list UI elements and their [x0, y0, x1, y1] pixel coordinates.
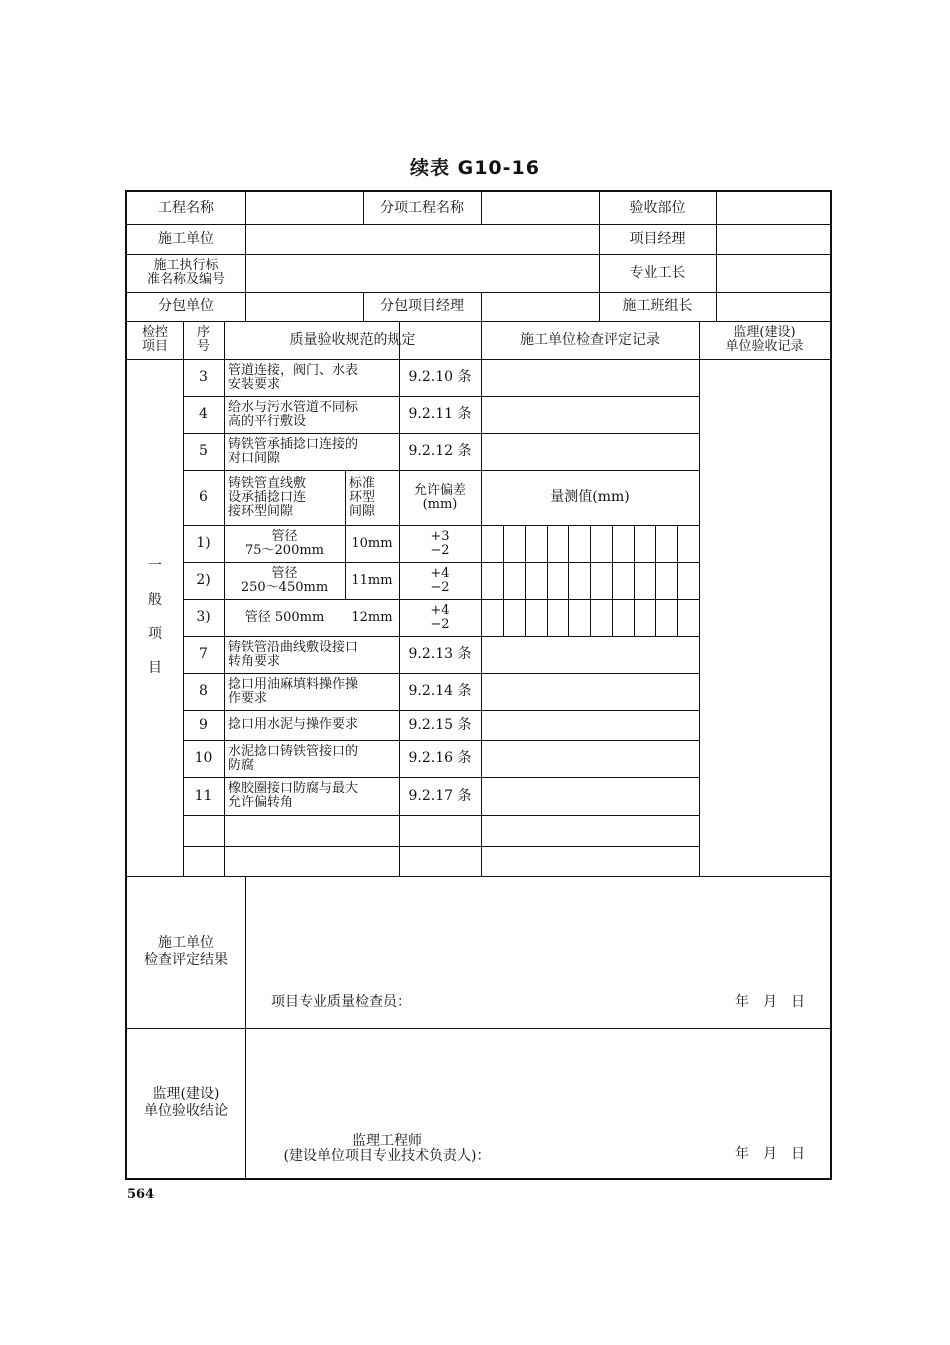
label-acceptance-part: 验收部位 [629, 199, 686, 216]
row-desc: 铸铁管承插捻口连接的 对口间隙 [228, 436, 359, 466]
row-seq: 3 [199, 369, 208, 385]
row-desc: 铸铁管直线敷 设承插捻口连 接环型间隙 [228, 475, 307, 519]
inspector-label: 项目专业质量检查员： [271, 993, 411, 1010]
rule [245, 876, 246, 1178]
rule [183, 846, 699, 847]
row-seq: 8 [199, 683, 208, 699]
grid-line [677, 525, 678, 636]
row-seq: 4 [199, 406, 208, 422]
subrow-seq: 3) [196, 609, 211, 625]
subrow-tol: +4 −2 [430, 602, 450, 632]
conclusion-label: 监理(建设) 单位验收结论 [144, 1086, 228, 1119]
row-clause: 9.2.17 条 [408, 787, 472, 804]
subrow-gap: 11mm [351, 572, 393, 588]
label-project-name: 工程名称 [158, 199, 214, 216]
col-inspect-item: 检控 项目 [141, 325, 168, 354]
page-number: 564 [127, 1187, 155, 1202]
rule [699, 321, 700, 876]
subrow-desc: 管径 75～200mm [244, 528, 324, 558]
rule [183, 815, 699, 816]
form-title: 续表 G10-16 [410, 157, 540, 179]
subrow-seq: 2) [196, 572, 211, 588]
tolerance-header: 允许偏差 (mm) [413, 482, 466, 512]
rule [245, 192, 246, 321]
col-supervision: 监理(建设) 单位验收记录 [725, 325, 804, 354]
conclusion-date: 年 月 日 [735, 1145, 805, 1162]
rule [481, 192, 482, 224]
row-desc: 给水与污水管道不同标 高的平行敷设 [228, 399, 359, 429]
label-project-manager: 项目经理 [629, 230, 686, 247]
rule [481, 321, 482, 876]
row-clause: 9.2.16 条 [408, 750, 472, 766]
result-label: 施工单位 检查评定结果 [144, 935, 228, 968]
row-seq: 9 [199, 716, 208, 733]
subrow-seq: 1) [196, 535, 211, 551]
row-desc: 水泥捻口铸铁管接口的 防腐 [228, 743, 359, 773]
label-subcontractor: 分包单位 [158, 298, 214, 314]
engineer-label: 监理工程师 (建设单位项目专业技术负责人)： [283, 1133, 491, 1164]
subrow-gap: 12mm [351, 609, 393, 625]
result-date: 年 月 日 [735, 993, 805, 1010]
measured-header: 量测值(mm) [550, 489, 630, 505]
row-desc: 铸铁管沿曲线敷设接口 转角要求 [228, 639, 359, 669]
grid-line [503, 525, 504, 636]
row-seq: 11 [194, 787, 213, 804]
col-record: 施工单位检查评定记录 [520, 331, 660, 348]
grid-line [568, 525, 569, 636]
row-clause: 9.2.13 条 [408, 646, 472, 662]
row-desc: 捻口用水泥与操作要求 [228, 717, 359, 732]
row-clause: 9.2.15 条 [408, 716, 472, 733]
row-seq: 6 [199, 489, 208, 505]
row-clause: 9.2.11 条 [408, 406, 472, 422]
grid-line [655, 525, 656, 636]
label-standard: 施工执行标 准名称及编号 [146, 258, 225, 287]
row-clause: 9.2.14 条 [408, 683, 472, 699]
row-seq: 10 [194, 750, 213, 766]
label-construction-unit: 施工单位 [158, 230, 214, 247]
inspection-form [125, 190, 832, 1180]
subrow-tol: +4 −2 [430, 565, 450, 595]
general-items-label: 一 般 项 目 [148, 558, 162, 676]
subrow-desc: 管径 250～450mm [240, 565, 329, 595]
label-sub-project-name: 分项工程名称 [380, 199, 464, 216]
rule [716, 192, 717, 321]
subrow-tol: +3 −2 [430, 528, 450, 558]
subrow-gap: 10mm [351, 535, 393, 551]
label-team-leader: 施工班组长 [622, 298, 693, 314]
grid-line [547, 525, 548, 636]
col-seq: 序 号 [196, 325, 210, 354]
grid-line [612, 525, 613, 636]
subrow-desc: 管径 500mm [244, 609, 325, 625]
row-seq: 5 [199, 443, 208, 459]
row-desc: 管道连接，阀门、水表 安装要求 [228, 362, 359, 392]
row-desc: 橡胶圈接口防腐与最大 允许偏转角 [228, 781, 359, 810]
rule [481, 292, 482, 321]
row-seq: 7 [199, 646, 208, 662]
row-clause: 9.2.12 条 [408, 443, 472, 459]
grid-line [634, 525, 635, 636]
grid-line [590, 525, 591, 636]
col-spec: 质量验收规范的规定 [289, 331, 416, 348]
label-sub-project-manager: 分包项目经理 [380, 298, 464, 314]
row-desc: 捻口用油麻填料操作操 作要求 [228, 676, 359, 706]
standard-gap-header: 标准 环型 间隙 [349, 475, 376, 519]
label-foreman: 专业工长 [629, 264, 686, 281]
grid-line [525, 525, 526, 636]
row-clause: 9.2.10 条 [408, 369, 472, 385]
